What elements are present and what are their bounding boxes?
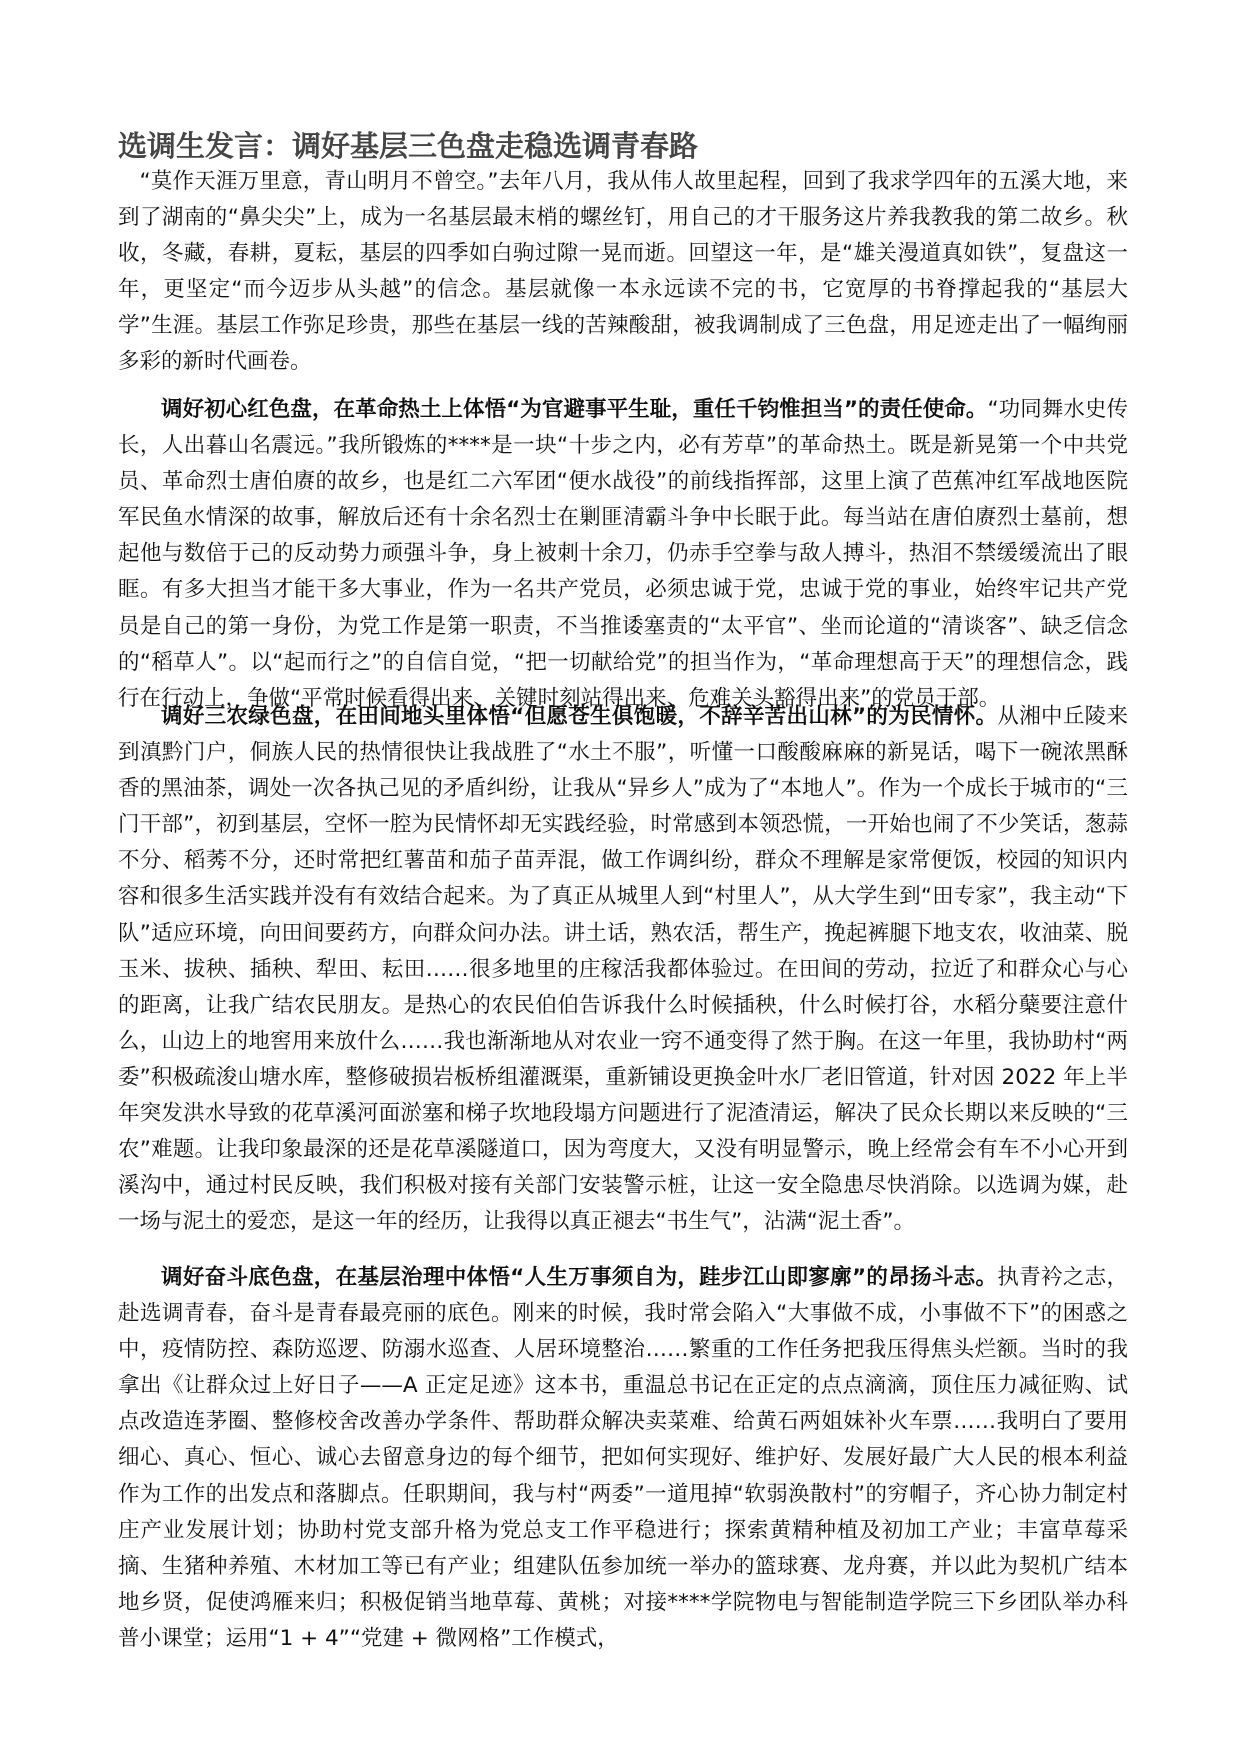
section-green-body: 从湘中丘陵来到滇黔门户，侗族人民的热情很快让我战胜了“水土不服”，听懂一口酸酸麻麻的新晃话，喝下一碗浓黑酥香的黑油茶，调处一次各执己见的矛盾纠纷，让我从“异乡人”成为了“本地人”。作为一个成长于城市的“三门干部”，初到基层，空怀一腔为民情怀却无实践经验，时常感到本领恐慌，一开始也闹了不少笑话，葱蒜不分、稻莠不分，还时常把红薯苗和茄子苗弄混，做工作调纠纷，群众不理解是家常便饭，校园的知识内容和很多生活实践并没有有效结合起来。为了真正从城里人到“村里人”，从大学生到“田专家”，我主动“下队”适应环境，向田间要药方，向群众问办法。讲土话，熟农活，帮生产，挽起裤腿下地支农，收油菜、脱玉米、拔秧、插秧、犁田、耘田……很多地里的庄稼活我都体验过。在田间的劳动，拉近了和群众心与心的距离，让我广结农民朋友。是热心的农民伯伯告诉我什么时候插秧，什么时候打谷，水稻分蘖要注意什么，山边上的地窖用来放什么……我也渐渐地从对农业一窍不通变得了然于胸。在这一年里，我协助村“两委”积极疏浚山塘水库，整修破损岩板桥组灌溉渠，重新铺设更换金叶水厂老旧管道，针对因 2022 年上半年突发洪水导致的花草溪河面淤塞和梯子坎地段塌方问题进行了泥渣清运，解决了民众长期以来反映的“三农”难题。让我印象最深的还是花草溪隧道口，因为弯度大，又没有明显警示，晚上经常会有车不小心开到溪沟中，通过村民反映，我们积极对接有关部门安装警示桩，让这一安全隐患尽快消除。以选调为媒，赴一场与泥土的爱恋，是这一年的经历，让我得以真正褪去“书生气”，沾满“泥土香”。 bbox=[118, 704, 1128, 1235]
intro-paragraph: “莫作天涯万里意，青山明月不曾空。”去年八月，我从伟人故里起程，回到了我求学四年的五溪大地，来到了湖南的“鼻尖尖”上，成为一名基层最末梢的螺丝钉，用自己的才干服务这片养我教我的第二故乡。秋收，冬藏，春耕，夏耘，基层的四季如白驹过隙一晃而逝。回望这一年，是“雄关漫道真如铁”，复盘这一年，更坚定“而今迈步从头越”的信念。基层就像一本永远读不完的书，它宽厚的书脊撑起我的“基层大学”生涯。基层工作弥足珍贵，那些在基层一线的苦辣酸甜，被我调制成了三色盘，用足迹走出了一幅绚丽多彩的新时代画卷。 bbox=[118, 169, 1128, 375]
document-title: 选调生发言：调好基层三色盘走稳选调青春路 bbox=[118, 129, 699, 163]
section-red-paragraph bbox=[118, 392, 1128, 717]
section-struggle-body: 执青衿之志，赴选调青春，奋斗是青春最亮丽的底色。刚来的时候，我时常会陷入“大事做不成，小事做不下”的困惑之中，疫情防控、森防巡逻、防溺水巡查、人居环境整治……繁重的工作任务把我压得焦头烂额。当时的我拿出《让群众过上好日子——A 正定足迹》这本书，重温总书记在正定的点点滴滴，顶住压力减征购、试点改造连茅圈、整修校舍改善办学条件、帮助群众解决卖菜难、给黄石两姐妹补火车票……我明白了要用细心、真心、恒心、诚心去留意身边的每个细节，把如何实现好、维护好、发展好最广大人民的根本利益作为工作的出发点和落脚点。任职期间，我与村“两委”一道甩掉“软弱涣散村”的穷帽子，齐心协力制定村庄产业发展计划；协助村党支部升格为党总支工作平稳进行；探索黄精种植及初加工产业；丰富草莓采摘、生猪种养殖、木材加工等已有产业；组建队伍参加统一举办的篮球赛、龙舟赛，并以此为契机广结本地乡贤，促使鸿雁来归；积极促销当地草莓、黄桃；对接****学院物电与智能制造学院三下乡团队举办科普小课堂；运用“1 + 4”“党建 + 微网格”工作模式， bbox=[118, 1265, 1128, 1651]
section-red-heading: 调好初心红色盘，在革命热土上体悟“为官避事平生耻，重任千钧惟担当”的责任使命。 bbox=[161, 397, 988, 422]
section-struggle-heading: 调好奋斗底色盘，在基层治理中体悟“人生万事须自为，跬步江山即寥廓”的昂扬斗志。 bbox=[161, 1265, 998, 1290]
section-green-paragraph bbox=[118, 699, 1128, 1240]
section-red-body: “功同舞水史传长，人出暮山名震远。”我所锻炼的****是一块“十步之内，必有芳草”的革命热土。既是新晃第一个中共党员、革命烈士唐伯赓的故乡，也是红二六军团“便水战役”的前线指挥部，这里上演了芭蕉冲红军战地医院军民鱼水情深的故事，解放后还有十余名烈士在剿匪清霸斗争中长眠于此。每当站在唐伯赓烈士墓前，想起他与数倍于己的反动势力顽强斗争，身上被刺十余刀，仍赤手空拳与敌人搏斗，热泪不禁缓缓流出了眼眶。有多大担当才能干多大事业，作为一名共产党员，必须忠诚于党，忠诚于党的事业，始终牢记共产党员是自己的第一身份，为党工作是第一职责，不当推诿塞责的“太平官”、坐而论道的“清谈客”、缺乏信念的“稻草人”。以“起而行之”的自信自觉，“把一切献给党”的担当作为，“革命理想高于天”的理想信念，践行在行动上，争做“平常时候看得出来、关键时刻站得出来、危难关头豁得出来”的党员干部。 bbox=[118, 397, 1129, 711]
section-green-heading: 调好三农绿色盘，在田间地头里体悟“但愿苍生俱饱暖，不辞辛苦出山林”的为民情怀。 bbox=[161, 704, 998, 729]
section-struggle-paragraph bbox=[118, 1260, 1128, 1657]
